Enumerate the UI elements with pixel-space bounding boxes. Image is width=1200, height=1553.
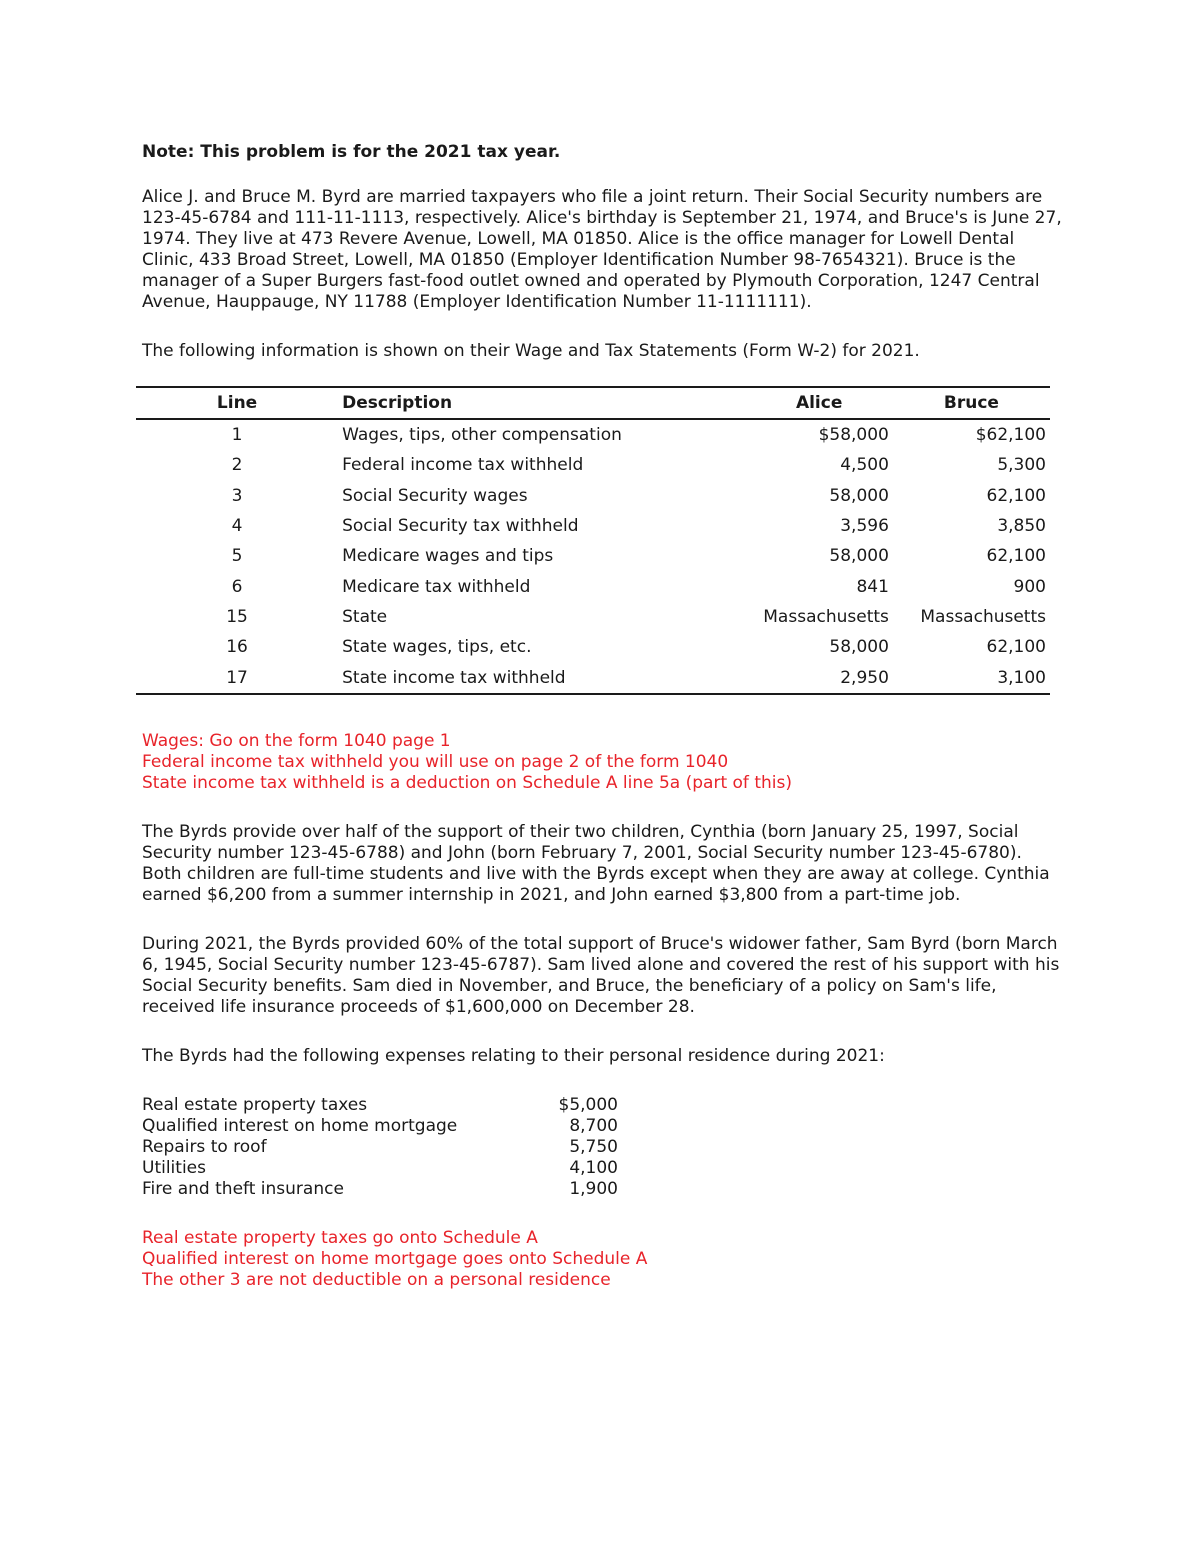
header-description: Description <box>338 387 745 419</box>
annotation-line: State income tax withheld is a deduction on Schedule A line 5a (part of this) <box>142 772 792 793</box>
expense-amount: 5,750 <box>569 1136 618 1157</box>
expense-label: Real estate property taxes <box>142 1094 368 1115</box>
cell-alice: 4,500 <box>840 455 889 476</box>
cell-description: State <box>342 606 388 627</box>
table-row <box>136 450 1050 480</box>
cell-description: State wages, tips, etc. <box>342 637 532 658</box>
expense-label: Qualified interest on home mortgage <box>142 1115 458 1136</box>
header-line: Line <box>136 387 338 419</box>
cell-line: 2 <box>231 455 243 476</box>
expense-label: Fire and theft insurance <box>142 1178 344 1199</box>
expense-row <box>142 1137 618 1158</box>
cell-line: 17 <box>226 667 248 688</box>
cell-bruce: Massachusetts <box>920 606 1046 627</box>
table-row <box>136 419 1050 450</box>
intro-paragraph: Alice J. and Bruce M. Byrd are married taxpayers who file a joint return. Their Social Security numbers are 123-45-6784 and 111-11-1113, respectively. Alice's birthday is September 21, 1974, and Bruce's is June 27, 1974. They live at 473 Revere Avenue, Lowell, MA 01850. Alice is the office manager for Lowell Dental Clinic, 433 Broad Street, Lowell, MA 01850 (Employer Identification Number 98-7654321). Bruce is the manager of a Super Burgers fast-food outlet owned and operated by Plymouth Corporation, 1247 Central Avenue, Hauppauge, NY 11788 (Employer Identification Number 11-1111111). <box>142 187 1062 312</box>
expense-row <box>142 1179 618 1200</box>
expense-row <box>142 1116 618 1137</box>
table-row <box>136 662 1050 693</box>
expense-row <box>142 1158 618 1179</box>
header-alice: Alice <box>745 387 892 419</box>
w2-header-row <box>136 387 1050 419</box>
cell-bruce: 3,100 <box>997 667 1046 688</box>
note-heading: Note: This problem is for the 2021 tax year. <box>142 142 561 162</box>
table-row <box>136 632 1050 662</box>
table-row <box>136 571 1050 601</box>
annotation-block-expenses <box>142 1228 1062 1291</box>
expense-amount: 8,700 <box>569 1115 618 1136</box>
table-row <box>136 541 1050 571</box>
expenses-table <box>142 1095 618 1200</box>
annotation-line: Federal income tax withheld you will use on page 2 of the form 1040 <box>142 751 729 772</box>
table-row <box>136 602 1050 632</box>
expense-label: Utilities <box>142 1157 206 1178</box>
cell-bruce: 62,100 <box>986 546 1046 567</box>
cell-line: 1 <box>231 425 243 446</box>
cell-line: 16 <box>226 637 248 658</box>
cell-line: 15 <box>226 606 248 627</box>
cell-alice: 58,000 <box>829 485 889 506</box>
cell-line: 6 <box>231 576 243 597</box>
father-paragraph: During 2021, the Byrds provided 60% of the total support of Bruce's widower father, Sam Byrd (born March 6, 1945, Social Security number 123-45-6787). Sam lived alone and covered the rest of his support with his Social Security benefits. Sam died in November, and Bruce, the beneficiary of a policy on Sam's life, received life insurance proceeds of $1,600,000 on December 28. <box>142 933 1060 1017</box>
annotation-block-w2 <box>142 731 1062 794</box>
annotation-line: Qualified interest on home mortgage goes onto Schedule A <box>142 1248 648 1269</box>
document-page <box>142 140 1062 1291</box>
cell-alice: 58,000 <box>829 637 889 658</box>
cell-alice: $58,000 <box>818 425 889 446</box>
cell-description: Social Security tax withheld <box>342 516 579 537</box>
cell-bruce: 3,850 <box>997 516 1046 537</box>
cell-description: State income tax withheld <box>342 667 566 688</box>
cell-bruce: 62,100 <box>986 637 1046 658</box>
cell-bruce: $62,100 <box>975 425 1046 446</box>
cell-description: Medicare tax withheld <box>342 576 531 597</box>
expense-amount: 1,900 <box>569 1178 618 1199</box>
children-paragraph: The Byrds provide over half of the support of their two children, Cynthia (born January 25, 1997, Social Security number 123-45-6788) and John (born February 7, 2001, Social Security number 123-45-6780). Both children are full-time students and live with the Byrds except when they are away at college. Cynthia earned $6,200 from a summer internship in 2021, and John earned $3,800 from a part-time job. <box>142 821 1050 905</box>
cell-description: Wages, tips, other compensation <box>342 425 622 446</box>
expense-amount: 4,100 <box>569 1157 618 1178</box>
cell-alice: 841 <box>856 576 889 597</box>
expenses-intro: The Byrds had the following expenses relating to their personal residence during 2021: <box>142 1045 885 1066</box>
cell-line: 5 <box>231 546 243 567</box>
cell-bruce: 900 <box>1013 576 1046 597</box>
annotation-line: The other 3 are not deductible on a personal residence <box>142 1269 611 1290</box>
cell-description: Federal income tax withheld <box>342 455 584 476</box>
expense-amount: $5,000 <box>558 1094 618 1115</box>
w2-table <box>136 386 1050 695</box>
cell-alice: 2,950 <box>840 667 889 688</box>
cell-alice: Massachusetts <box>763 606 889 627</box>
expense-label: Repairs to roof <box>142 1136 267 1157</box>
cell-bruce: 5,300 <box>997 455 1046 476</box>
header-bruce: Bruce <box>893 387 1050 419</box>
cell-description: Medicare wages and tips <box>342 546 554 567</box>
cell-line: 4 <box>231 516 243 537</box>
annotation-line: Wages: Go on the form 1040 page 1 <box>142 730 451 751</box>
cell-line: 3 <box>231 485 243 506</box>
cell-alice: 58,000 <box>829 546 889 567</box>
expense-row <box>142 1095 618 1116</box>
table-row <box>136 481 1050 511</box>
cell-bruce: 62,100 <box>986 485 1046 506</box>
annotation-line: Real estate property taxes go onto Schedule A <box>142 1227 538 1248</box>
cell-alice: 3,596 <box>840 516 889 537</box>
cell-description: Social Security wages <box>342 485 528 506</box>
table-row <box>136 511 1050 541</box>
w2-intro: The following information is shown on their Wage and Tax Statements (Form W-2) for 2021. <box>142 341 920 361</box>
